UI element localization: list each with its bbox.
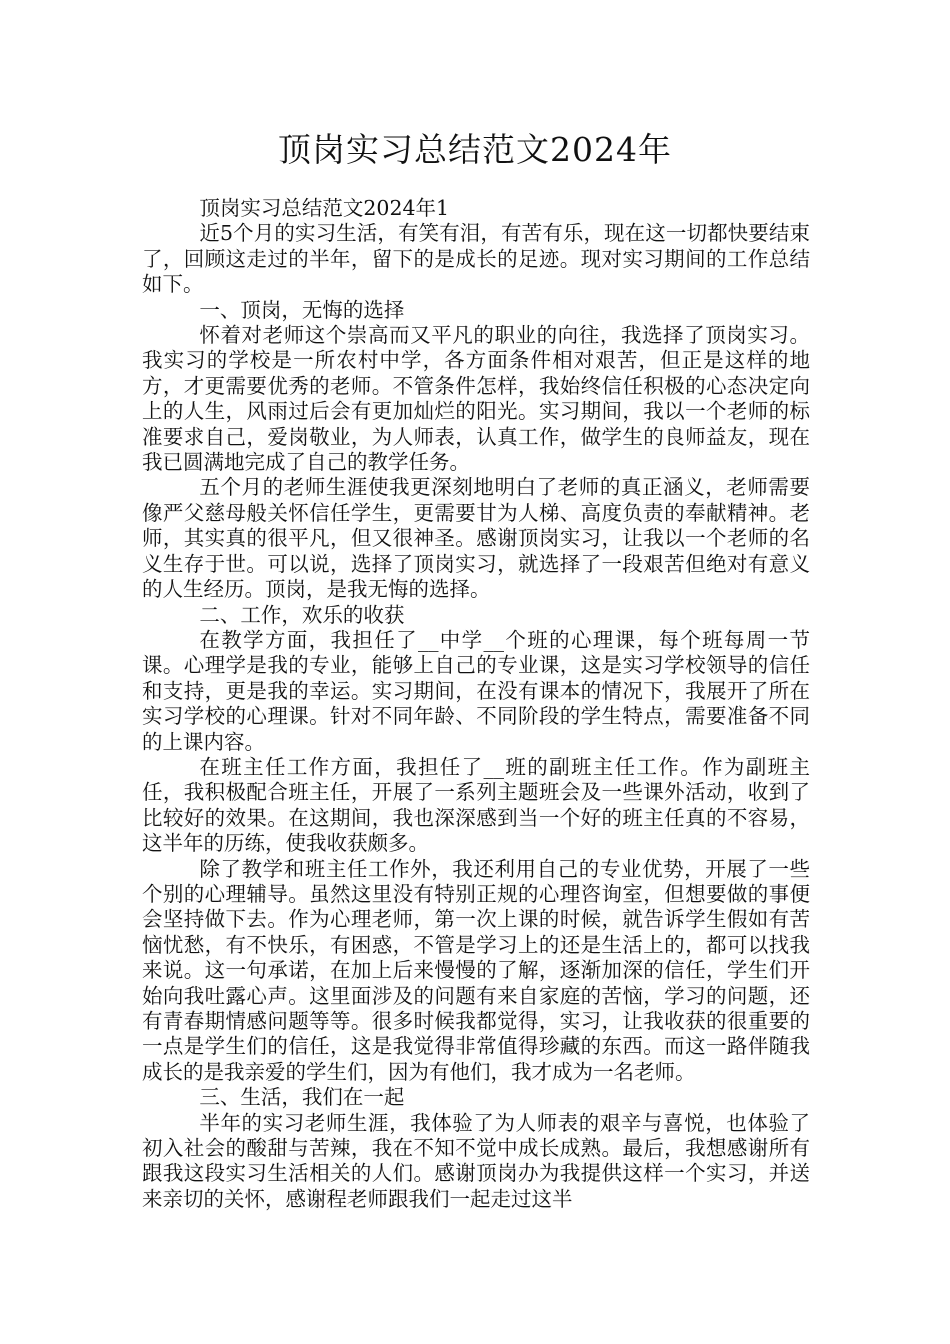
body-paragraph: 在班主任工作方面，我担任了__班的副班主任工作。作为副班主任，我积极配合班主任，开展了一系列主题班会及一些课外活动，收到了比较好的效果。在这期间，我也深深感到当一个好的班主任真的不容易，这半年的历练，使我收获颇多。 bbox=[142, 754, 810, 856]
body-paragraph: 除了教学和班主任工作外，我还利用自己的专业优势，开展了一些个别的心理辅导。虽然这里没有特别正规的心理咨询室，但想要做的事便会坚持做下去。作为心理老师，第一次上课的时候，就告诉学生假如有苦恼忧愁，有不快乐，有困惑，不管是学习上的还是生活上的，都可以找我来说。这一句承诺，在加上后来慢慢的了解，逐渐加深的信任，学生们开始向我吐露心声。这里面涉及的问题有来自家庭的苦恼，学习的问题，还有青春期情感问题等等。很多时候我都觉得，实习，让我收获的很重要的一点是学生们的信任，这是我觉得非常值得珍藏的东西。而这一路伴随我成长的是我亲爱的学生们，因为有他们，我才成为一名老师。 bbox=[142, 856, 810, 1084]
body-paragraph: 半年的实习老师生涯，我体验了为人师表的艰辛与喜悦，也体验了初入社会的酸甜与苦辣，我在不知不觉中成长成熟。最后，我想感谢所有跟我这段实习生活相关的人们。感谢顶岗办为我提供这样一个实习，并送来亲切的关怀，感谢程老师跟我们一起走过这半 bbox=[142, 1110, 810, 1211]
section-heading-2: 二、工作，欢乐的收获 bbox=[199, 602, 405, 627]
section-heading-1: 一、顶岗，无悔的选择 bbox=[199, 297, 405, 322]
body-paragraph: 五个月的老师生涯使我更深刻地明白了老师的真正涵义，老师需要像严父慈母般关怀信任学生，更需要甘为人梯、高度负责的奉献精神。老师，其实真的很平凡，但又很神圣。感谢顶岗实习，让我以一个老师的名义生存于世。可以说，选择了顶岗实习，就选择了一段艰苦但绝对有意义的人生经历。顶岗，是我无悔的选择。 bbox=[142, 475, 810, 602]
intro-paragraph: 近5个月的实习生活，有笑有泪，有苦有乐，现在这一切都快要结束了，回顾这走过的半年，留下的是成长的足迹。现对实习期间的工作总结如下。 bbox=[142, 221, 810, 297]
document-title: 顶岗实习总结范文2024年 bbox=[278, 130, 672, 169]
section-heading-3: 三、生活，我们在一起 bbox=[199, 1085, 405, 1110]
subtitle-paragraph: 顶岗实习总结范文2024年1 bbox=[199, 196, 450, 220]
document-body bbox=[142, 196, 810, 1212]
body-paragraph: 在教学方面，我担任了__中学__个班的心理课，每个班每周一节课。心理学是我的专业，能够上自己的专业课，这是实习学校领导的信任和支持，更是我的幸运。实习期间，在没有课本的情况下，我展开了所在实习学校的心理课。针对不同年龄、不同阶段的学生特点，需要准备不同的上课内容。 bbox=[142, 627, 810, 754]
body-paragraph: 怀着对老师这个崇高而又平凡的职业的向往，我选择了顶岗实习。我实习的学校是一所农村中学，各方面条件相对艰苦，但正是这样的地方，才更需要优秀的老师。不管条件怎样，我始终信任积极的心态决定向上的人生，风雨过后会有更加灿烂的阳光。实习期间，我以一个老师的标准要求自己，爱岗敬业，为人师表，认真工作，做学生的良师益友，现在我已圆满地完成了自己的教学任务。 bbox=[142, 323, 810, 475]
